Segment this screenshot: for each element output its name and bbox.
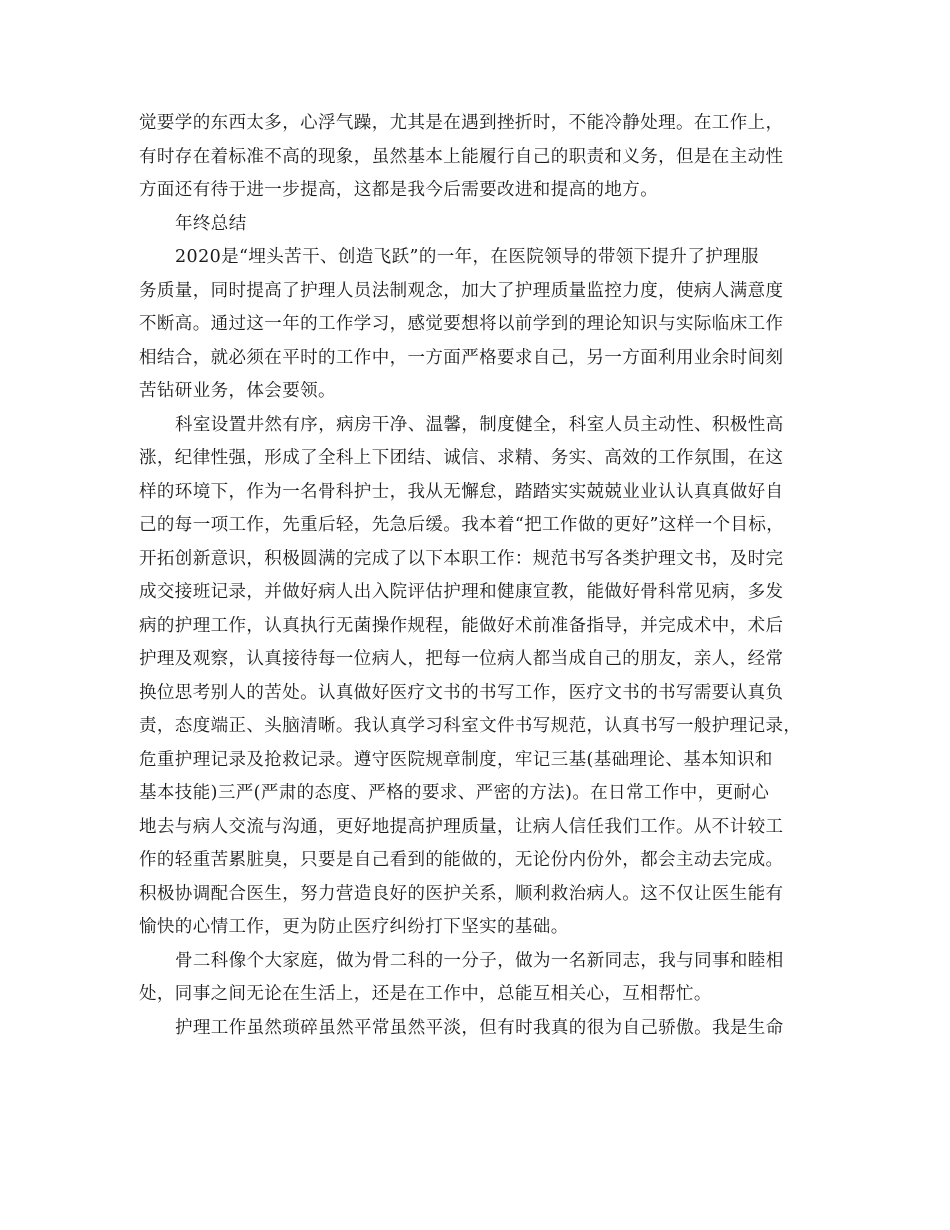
- text-line: 样的环境下，作为一名骨科护士，我从无懈怠，踏踏实实兢兢业业认认真真做好自: [139, 481, 784, 502]
- paragraph-4: [139, 1012, 823, 1046]
- text-line: 有时存在着标准不高的现象，虽然基本上能履行自己的职责和义务，但是在主动性: [139, 146, 784, 167]
- intro-paragraph: [139, 107, 823, 208]
- paragraph-2: [139, 409, 823, 945]
- text-line: 开拓创新意识，积极圆满的完成了以下本职工作：规范书写各类护理文书，及时完: [139, 548, 784, 569]
- text-line: 责，态度端正、头脑清晰。我认真学习科室文件书写规范，认真书写一般护理记录，: [139, 716, 802, 736]
- text-line: 地去与病人交流与沟通，更好地提高护理质量，让病人信任我们工作。从不计较工: [139, 816, 784, 837]
- text-line: 相结合，就必须在平时的工作中，一方面严格要求自己，另一方面利用业余时间刻: [139, 347, 784, 368]
- text-line: 病的护理工作，认真执行无菌操作规程，能做好术前准备指导，并完成术中，术后: [139, 615, 784, 636]
- text-line: 苦钻研业务，体会要领。: [139, 381, 336, 401]
- text-line: 成交接班记录，并做好病人出入院评估护理和健康宣教，能做好骨科常见病，多发: [139, 582, 784, 602]
- text-line: 换位思考别人的苦处。认真做好医疗文书的书写工作，医疗文书的书写需要认真负: [139, 682, 784, 703]
- paragraph-1: [139, 241, 823, 409]
- text-line: 方面还有待于进一步提高，这都是我今后需要改进和提高的地方。: [139, 180, 659, 200]
- paragraph-3: [139, 945, 823, 1012]
- text-line: 不断高。通过这一年的工作学习，感觉要想将以前学到的理论知识与实际临床工作: [139, 314, 784, 334]
- text-line: 己的每一项工作，先重后轻，先急后缓。我本着“把工作做的更好”这样一个目标，: [139, 515, 785, 535]
- text-line: 作的轻重苦累脏臭，只要是自己看到的能做的，无论份内份外，都会主动去完成。: [139, 850, 784, 870]
- text-line: 科室设置井然有序，病房干净、温馨，制度健全，科室人员主动性、积极性高: [175, 414, 784, 435]
- section-heading: 年终总结: [175, 213, 247, 234]
- text-line: 危重护理记录及抢救记录。遵守医院规章制度，牢记三基(基础理论、基本知识和: [139, 749, 773, 770]
- text-line: 基本技能)三严(严肃的态度、严格的要求、严密的方法)。在日常工作中，更耐心: [139, 783, 770, 803]
- text-line: 务质量，同时提高了护理人员法制观念，加大了护理质量监控力度，使病人满意度: [139, 280, 784, 301]
- text-line: 2020是“埋头苦干、创造飞跃”的一年，在医院领导的带领下提升了护理服: [175, 247, 759, 267]
- text-line: 愉快的心情工作，更为防止医疗纠纷打下坚实的基础。: [139, 917, 569, 937]
- text-line: 护理及观察，认真接待每一位病人，把每一位病人都当成自己的朋友，亲人，经常: [139, 649, 784, 669]
- text-line: 骨二科像个大家庭，做为骨二科的一分子，做为一名新同志，我与同事和睦相: [175, 950, 784, 971]
- text-line: 护理工作虽然琐碎虽然平常虽然平淡，但有时我真的很为自己骄傲。我是生命: [175, 1017, 784, 1038]
- text-line: 涨，纪律性强，形成了全科上下团结、诚信、求精、务实、高效的工作氛围，在这: [139, 448, 784, 468]
- text-line: 觉要学的东西太多，心浮气躁，尤其是在遇到挫折时，不能冷静处理。在工作上，: [139, 113, 784, 133]
- text-line: 积极协调配合医生，努力营造良好的医护关系，顺利救治病人。这不仅让医生能有: [139, 883, 784, 904]
- text-line: 处，同事之间无论在生活上，还是在工作中，总能互相关心，互相帮忙。: [139, 984, 712, 1004]
- document-page: [139, 107, 823, 1045]
